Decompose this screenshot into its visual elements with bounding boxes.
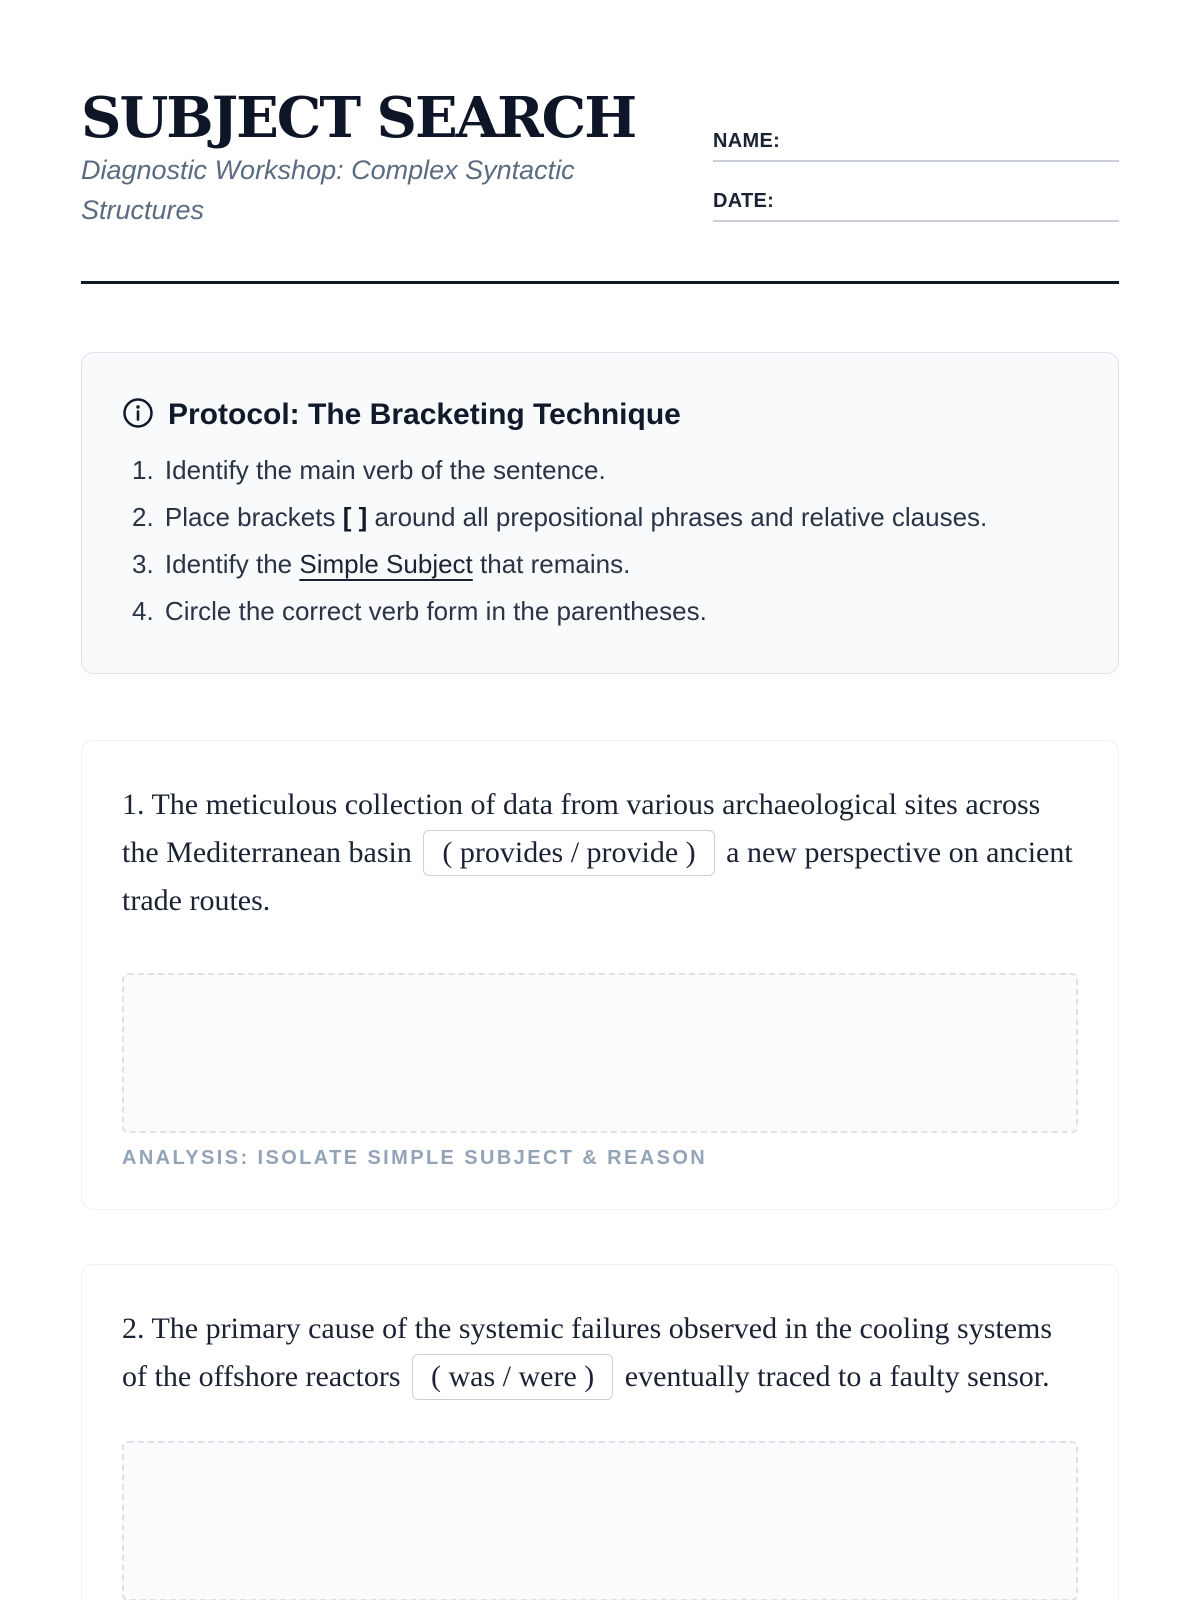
step-number: 4.: [132, 596, 154, 626]
name-field[interactable]: [713, 126, 1119, 162]
question-card-2: [81, 1264, 1119, 1600]
info-icon: [122, 397, 154, 434]
protocol-steps: [122, 447, 1078, 635]
step-text: Identify the: [164, 549, 293, 579]
protocol-step-4: [132, 588, 1078, 635]
question-sentence-end: a new perspective on ancient trade routes.: [122, 836, 1073, 917]
name-label: NAME:: [713, 130, 781, 152]
protocol-header: [122, 393, 1078, 437]
question-card-1: [81, 740, 1119, 1210]
protocol-step-2: [132, 494, 1078, 541]
title-block: [81, 86, 641, 281]
question-sentence-end: eventually traced to a faulty sensor.: [624, 1360, 1050, 1393]
verb-choice[interactable]: ( was / were ): [412, 1354, 613, 1400]
step-text: Circle the correct verb form in the parentheses.: [164, 596, 707, 626]
step-number: 1.: [132, 455, 154, 485]
question-text: [122, 1305, 1078, 1401]
verb-choice[interactable]: ( provides / provide ): [423, 830, 714, 876]
date-field[interactable]: [713, 186, 1119, 222]
protocol-box: [81, 352, 1119, 674]
worksheet-header: [81, 0, 1119, 284]
analysis-label: ANALYSIS: ISOLATE SIMPLE SUBJECT & REASON: [122, 1147, 708, 1169]
page-subtitle: Diagnostic Workshop: Complex Syntactic Structures: [81, 155, 575, 225]
protocol-step-1: [132, 447, 1078, 494]
bracket-symbol: [ ]: [342, 502, 368, 532]
step-number: 3.: [132, 549, 154, 579]
step-text: Identify the main verb of the sentence.: [164, 455, 606, 485]
step-number: 2.: [132, 502, 154, 532]
protocol-title: Protocol: The Bracketing Technique: [168, 398, 681, 431]
analysis-answer-box[interactable]: [122, 1441, 1078, 1600]
student-fields: [713, 86, 1119, 281]
question-text: [122, 781, 1078, 925]
analysis-answer-box[interactable]: [122, 973, 1078, 1133]
question-sentence-start: 2. The primary cause of the systemic failures observed in the cooling systems of the offshore reactors: [122, 1312, 1053, 1393]
date-label: DATE:: [713, 190, 775, 212]
step-text: Place brackets: [164, 502, 336, 532]
simple-subject-term: Simple Subject: [299, 549, 473, 579]
page-title: SUBJECT SEARCH: [81, 85, 636, 151]
step-text: around all prepositional phrases and relative clauses.: [374, 502, 988, 532]
step-text: that remains.: [480, 549, 631, 579]
protocol-step-3: [132, 541, 1078, 588]
question-sentence-start: 1. The meticulous collection of data from various archaeological sites across the Mediterranean basin: [122, 788, 1041, 869]
